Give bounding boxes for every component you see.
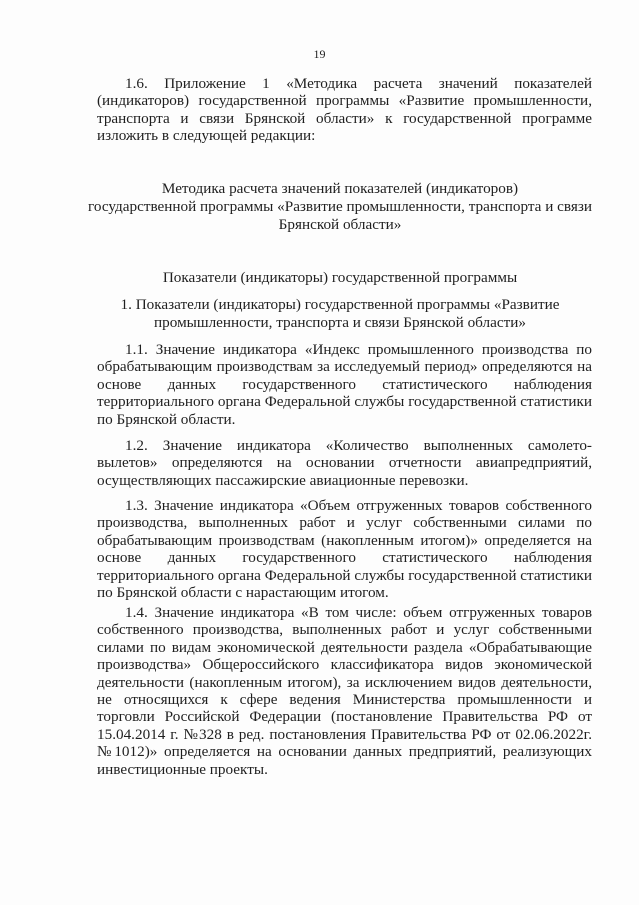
document-title (80, 180, 600, 234)
section-heading: Показатели (индикаторы) государственной программы (162, 269, 518, 286)
intro-paragraph: 1.6. Приложение 1 «Методика расчета значений показателей (индикаторов) государственной программы «Развитие промышленности, транспорта и связи Брянской области» к государственной программе изложить в следующей редакции: (97, 75, 592, 145)
document-title-line: Методика расчета значений показателей (индикаторов) (161, 180, 519, 197)
subsection-heading (80, 296, 600, 332)
document-title-line: государственной программы «Развитие промышленности, транспорта и связи (88, 198, 592, 215)
paragraph-1-2: 1.2. Значение индикатора «Количество выполненных самолето-вылетов» определяются на основании отчетности авиапредприятий, осуществляющих пассажирские авиационные перевозки. (97, 437, 592, 489)
document-title-line: Брянской области» (278, 216, 402, 233)
paragraph-1-1: 1.1. Значение индикатора «Индекс промышленного производства по обрабатывающим производствам за исследуемый период» определяются на основе данных государственного статистического наблюдения территориального органа Федеральной службы государственной статистики по Брянской области. (97, 341, 592, 428)
paragraph-1-3: 1.3. Значение индикатора «Объем отгруженных товаров собственного производства, выполненных работ и услуг собственными силами по обрабатывающим производствам (накопленным итогом)» определяется на основе данных государственного статистического наблюдения территориального органа Федеральной службы государственной статистики по Брянской области с нарастающим итогом. (97, 497, 592, 602)
page-number: 19 (313, 47, 326, 61)
paragraph-1-4: 1.4. Значение индикатора «В том числе: объем отгруженных товаров собственного производства, выполненных работ и услуг собственными силами по видам экономической деятельности раздела «Обрабатывающие производства» Общероссийского классификатора видов экономической деятельности (накопленным итогом), за исключением видов деятельности, не относящихся к сфере ведения Министерства промышленности и торговли Российской Федерации (постановление Правительства РФ от 15.04.2014 г. №328 в ред. постановления Правительства РФ от 02.06.2022г. №1012)» определяется на основании данных предприятий, реализующих инвестиционные проекты. (97, 604, 592, 778)
subsection-heading-line: промышленности, транспорта и связи Брянской области» (154, 314, 526, 331)
subsection-heading-line: 1. Показатели (индикаторы) государственной программы «Развитие (120, 296, 560, 313)
